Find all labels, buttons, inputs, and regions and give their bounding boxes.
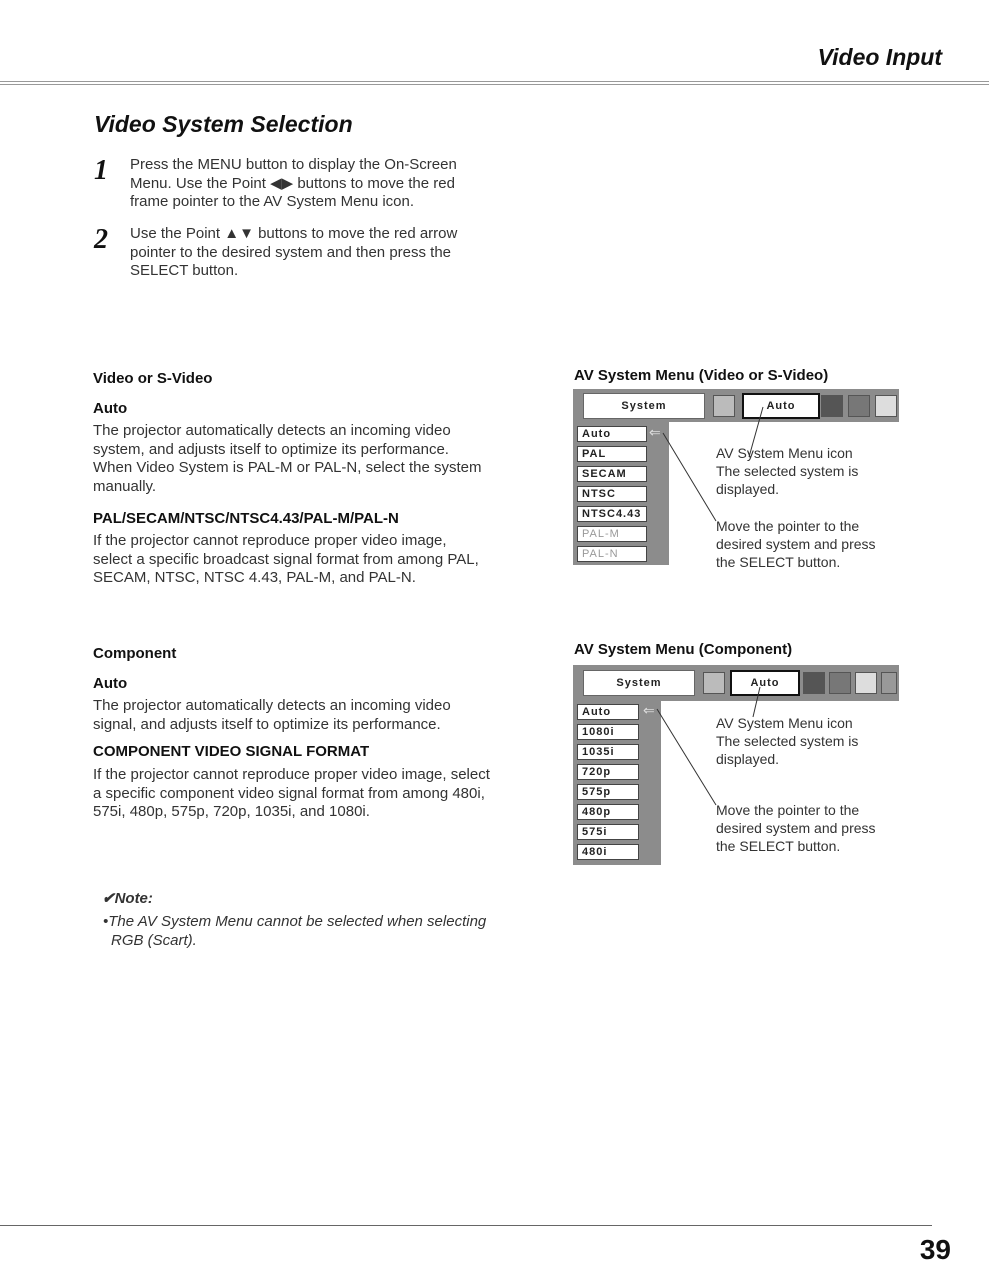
note-text (103, 912, 486, 950)
subheading: Auto (93, 675, 128, 692)
line: manually. (93, 477, 157, 495)
selected-system[interactable]: Auto (742, 393, 820, 419)
menu-item[interactable]: 480p (577, 804, 639, 820)
menu-item[interactable]: PAL (577, 446, 647, 462)
line: Use the Point ▲▼ buttons to move the red arrow (130, 225, 458, 242)
line: •The AV System Menu cannot be selected when selecting (103, 913, 487, 930)
line: Move the pointer to the (716, 518, 860, 534)
menu-item[interactable]: SECAM (577, 466, 647, 482)
section-heading: Video or S-Video (93, 370, 213, 387)
step-text (130, 156, 457, 212)
subheading: PAL/SECAM/NTSC/NTSC4.43/PAL-M/PAL-N (93, 510, 399, 527)
menu-item[interactable]: PAL-N (577, 546, 647, 562)
line: select a specific broadcast signal format from among PAL, (93, 550, 479, 568)
menu-title: AV System Menu (Component) (574, 641, 793, 658)
menu-item[interactable]: Auto (577, 426, 647, 442)
page-title: Video System Selection (94, 111, 353, 137)
line: When Video System is PAL-M or PAL-N, select the system (93, 459, 482, 476)
line: desired system and press (716, 820, 876, 836)
header-rule (0, 81, 989, 85)
page-number: 39 (919, 1234, 951, 1265)
line: displayed. (716, 481, 780, 497)
menu-item[interactable]: NTSC4.43 (577, 506, 647, 522)
line: AV System Menu icon (716, 445, 853, 461)
callout-icon (716, 714, 858, 768)
menu-item[interactable]: PAL-M (577, 526, 647, 542)
selected-system[interactable]: Auto (730, 670, 800, 696)
menu-item[interactable]: 480i (577, 844, 639, 860)
line: The selected system is (716, 463, 859, 479)
line: RGB (Scart). (111, 932, 197, 949)
footer-rule (0, 1225, 932, 1226)
paragraph (93, 697, 451, 734)
subheading: COMPONENT VIDEO SIGNAL FORMAT (93, 743, 370, 760)
line: displayed. (716, 751, 780, 767)
line: signal, and adjusts itself to optimize its performance. (93, 715, 441, 733)
step-number: 1 (94, 155, 108, 186)
menu-item[interactable]: 575p (577, 784, 639, 800)
line: Move the pointer to the (716, 802, 860, 818)
line: system, and adjusts itself to optimize its performance. (93, 440, 449, 458)
callout-pointer (716, 517, 876, 571)
menu-title: AV System Menu (Video or S-Video) (574, 367, 829, 384)
section-heading: Component (93, 645, 177, 662)
line: the SELECT button. (716, 838, 841, 854)
pointer-arrow-icon: ⇐ (643, 702, 655, 718)
pointer-arrow-icon: ⇐ (649, 424, 661, 440)
line: If the projector cannot reproduce proper video image, (93, 532, 447, 549)
callout-pointer (716, 801, 876, 855)
menu-item[interactable]: NTSC (577, 486, 647, 502)
system-label: System (583, 393, 705, 419)
line: the SELECT button. (716, 554, 841, 570)
paragraph (93, 766, 490, 822)
line: The selected system is (716, 733, 859, 749)
line: frame pointer to the AV System Menu icon. (130, 193, 415, 210)
menu-item[interactable]: 1035i (577, 744, 639, 760)
system-label: System (583, 670, 695, 696)
line: Press the MENU button to display the On-Screen (130, 156, 457, 173)
line: Menu. Use the Point ◀▶ buttons to move the red (130, 174, 455, 192)
paragraph (93, 422, 481, 496)
subheading: Auto (93, 400, 128, 417)
menu-item[interactable]: 575i (577, 824, 639, 840)
line: AV System Menu icon (716, 715, 853, 731)
menu-item[interactable]: Auto (577, 704, 639, 720)
step-number: 2 (94, 224, 108, 255)
line: 575i, 480p, 575p, 720p, 1035i, and 1080i. (93, 803, 370, 820)
section-header: Video Input (817, 44, 942, 70)
paragraph (93, 532, 479, 588)
line: The projector automatically detects an incoming video (93, 422, 451, 439)
line: If the projector cannot reproduce proper video image, select (93, 766, 490, 783)
line: SECAM, NTSC, NTSC 4.43, PAL-M, and PAL-N. (93, 569, 416, 586)
step-text (130, 225, 457, 281)
menu-item[interactable]: 720p (577, 764, 639, 780)
line: The projector automatically detects an incoming video (93, 697, 451, 714)
callout-icon (716, 444, 858, 498)
line: a specific component video signal format from among 480i, (93, 784, 485, 802)
menu-item[interactable]: 1080i (577, 724, 639, 740)
line: pointer to the desired system and then press the (130, 243, 452, 261)
note-heading: ✔Note: (102, 890, 153, 907)
line: desired system and press (716, 536, 876, 552)
line: SELECT button. (130, 262, 239, 279)
